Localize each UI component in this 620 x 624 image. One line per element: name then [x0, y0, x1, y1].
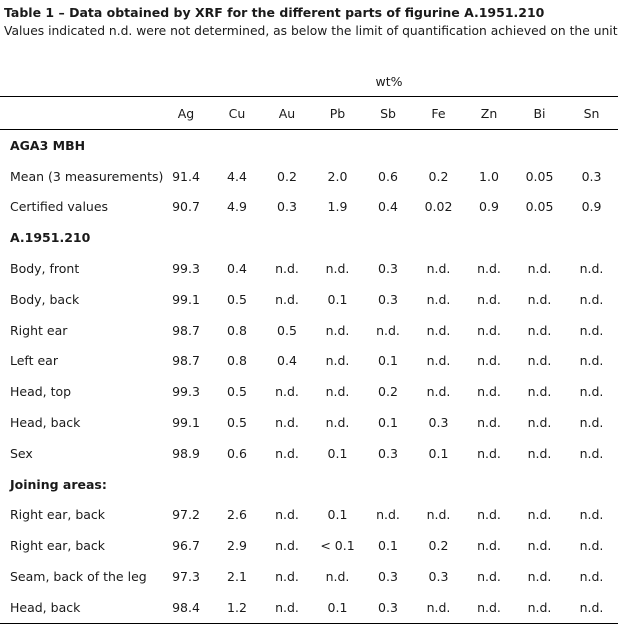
cell-value: n.d.: [527, 353, 552, 369]
table-row: [0, 315, 618, 346]
cell-value: 0.02: [424, 199, 453, 215]
cell-value: n.d.: [527, 445, 552, 461]
cell-value: n.d.: [565, 592, 618, 623]
cell-value: 90.7: [172, 199, 200, 215]
cell-value: 0.1: [378, 538, 398, 554]
cell-value: n.d.: [325, 415, 350, 431]
row-label: Head, back: [10, 415, 81, 431]
cell-value: 0.6: [378, 168, 398, 184]
cell-value: 0.6: [227, 445, 247, 461]
cell-value: 98.7: [172, 353, 200, 369]
cell-value: n.d.: [579, 261, 604, 277]
cell-value: n.d.: [477, 415, 501, 431]
cell-value: n.d.: [527, 538, 552, 554]
cell-value: 1.0: [479, 168, 499, 184]
cell-value: 99.3: [172, 261, 200, 277]
cell-value: 0.5: [277, 322, 297, 338]
table-row: [0, 161, 618, 192]
cell-value: 99.1: [172, 291, 200, 307]
cell-value: 98.4: [160, 592, 212, 623]
table-row: [0, 592, 618, 623]
cell-value: n.d.: [477, 507, 501, 523]
cell-value: 2.1: [227, 569, 247, 585]
cell-value: 0.3: [277, 199, 297, 215]
cell-value: 0.1: [378, 415, 398, 431]
xrf-data-table: [0, 66, 618, 624]
row-label: Seam, back of the leg: [10, 569, 147, 585]
row-label: Sex: [10, 445, 33, 461]
cell-value: n.d.: [527, 507, 552, 523]
cell-value: n.d.: [426, 507, 451, 523]
table-title: Table 1 – Data obtained by XRF for the different parts of figurine A.1951.210: [4, 5, 545, 20]
row-label: Right ear, back: [10, 538, 106, 554]
table-row: [0, 346, 618, 377]
cell-value: n.d.: [579, 445, 604, 461]
section-heading: AGA3 MBH: [10, 137, 86, 153]
cell-value: n.d.: [579, 538, 604, 554]
column-header: Au: [262, 97, 312, 130]
cell-value: n.d.: [376, 507, 400, 523]
column-header-spacer: [0, 97, 160, 130]
table-row: [0, 192, 618, 223]
cell-value: n.d.: [579, 569, 604, 585]
cell-value: 0.1: [327, 291, 348, 307]
cell-value: n.d.: [579, 415, 604, 431]
section-heading: Joining areas:: [10, 476, 107, 492]
row-label: Right ear: [10, 322, 68, 338]
cell-value: n.d.: [325, 322, 350, 338]
row-label: Mean (3 measurements): [10, 168, 164, 184]
column-header: Pb: [312, 97, 363, 130]
cell-value: 2.6: [227, 507, 247, 523]
cell-value: 0.3: [363, 592, 413, 623]
section-heading-row: [0, 469, 618, 500]
cell-value: n.d.: [527, 569, 552, 585]
cell-value: 97.2: [172, 507, 200, 523]
cell-value: 0.4: [227, 261, 247, 277]
cell-value: n.d.: [477, 445, 501, 461]
cell-value: 0.3: [378, 291, 398, 307]
cell-value: 0.3: [428, 415, 449, 431]
table-row: [0, 407, 618, 438]
cell-value: 0.8: [227, 322, 247, 338]
table-caption: [4, 4, 618, 40]
cell-value: n.d.: [464, 592, 514, 623]
section-heading-row: [0, 130, 618, 161]
cell-value: 1.2: [212, 592, 262, 623]
cell-value: n.d.: [477, 291, 501, 307]
cell-value: n.d.: [477, 569, 501, 585]
row-label: Certified values: [10, 199, 109, 215]
table-row: [0, 284, 618, 315]
cell-value: n.d.: [413, 592, 464, 623]
cell-value: n.d.: [376, 322, 400, 338]
cell-value: 99.3: [172, 384, 200, 400]
cell-value: 0.1: [428, 445, 449, 461]
cell-value: n.d.: [527, 291, 552, 307]
cell-value: 0.05: [525, 199, 554, 215]
cell-value: n.d.: [477, 538, 501, 554]
unit-header-cell: wt%: [160, 66, 618, 97]
unit-header-row: [0, 66, 618, 97]
cell-value: 98.9: [172, 445, 200, 461]
cell-value: n.d.: [579, 322, 604, 338]
cell-value: n.d.: [527, 261, 552, 277]
cell-value: n.d.: [325, 261, 350, 277]
cell-value: 96.7: [172, 538, 200, 554]
column-header: Bi: [514, 97, 565, 130]
cell-value: 0.4: [277, 353, 297, 369]
cell-value: n.d.: [275, 384, 299, 400]
cell-value: 0.5: [227, 415, 247, 431]
row-label: Body, back: [10, 291, 80, 307]
cell-value: 0.2: [277, 168, 297, 184]
cell-value: 0.05: [525, 168, 554, 184]
column-header: Zn: [464, 97, 514, 130]
cell-value: 0.9: [581, 199, 602, 215]
cell-value: n.d.: [426, 384, 451, 400]
cell-value: 4.4: [227, 168, 247, 184]
cell-value: n.d.: [325, 353, 350, 369]
cell-value: n.d.: [426, 291, 451, 307]
cell-value: 0.3: [378, 261, 398, 277]
cell-value: n.d.: [325, 569, 350, 585]
cell-value: 0.5: [227, 291, 247, 307]
cell-value: n.d.: [477, 322, 501, 338]
cell-value: n.d.: [426, 261, 451, 277]
column-header: Cu: [212, 97, 262, 130]
cell-value: < 0.1: [320, 538, 355, 554]
cell-value: 0.8: [227, 353, 247, 369]
table-body: [0, 66, 618, 623]
cell-value: n.d.: [325, 384, 350, 400]
cell-value: n.d.: [579, 507, 604, 523]
cell-value: 0.3: [378, 445, 398, 461]
cell-value: 0.5: [227, 384, 247, 400]
cell-value: n.d.: [426, 353, 451, 369]
row-label: Right ear, back: [10, 507, 106, 523]
row-label: Left ear: [10, 353, 58, 369]
cell-value: n.d.: [275, 415, 299, 431]
row-label: Head, top: [10, 384, 72, 400]
cell-value: 2.9: [227, 538, 247, 554]
column-header: Sn: [565, 97, 618, 130]
cell-value: 1.9: [327, 199, 348, 215]
cell-value: n.d.: [477, 384, 501, 400]
cell-value: 0.1: [327, 507, 348, 523]
column-header: Sb: [363, 97, 413, 130]
section-heading: A.1951.210: [10, 230, 91, 246]
cell-value: n.d.: [262, 592, 312, 623]
cell-value: n.d.: [426, 322, 451, 338]
cell-value: 2.0: [327, 168, 348, 184]
row-label: Head, back: [0, 592, 160, 623]
table-row: [0, 376, 618, 407]
cell-value: n.d.: [275, 538, 299, 554]
column-header: Fe: [413, 97, 464, 130]
cell-value: n.d.: [477, 261, 501, 277]
table-subtitle: Values indicated n.d. were not determined, as below the limit of quantification achieved on the unit: [4, 24, 618, 38]
cell-value: 99.1: [172, 415, 200, 431]
cell-value: 98.7: [172, 322, 200, 338]
table-row: [0, 253, 618, 284]
cell-value: n.d.: [579, 384, 604, 400]
cell-value: 0.2: [428, 168, 449, 184]
unit-header-spacer: [0, 66, 160, 97]
table-row: [0, 561, 618, 592]
cell-value: 97.3: [172, 569, 200, 585]
cell-value: n.d.: [527, 384, 552, 400]
cell-value: 91.4: [172, 168, 200, 184]
column-header-row: [0, 97, 618, 130]
cell-value: 0.4: [378, 199, 398, 215]
cell-value: 0.3: [378, 569, 398, 585]
cell-value: n.d.: [275, 507, 299, 523]
cell-value: 0.1: [327, 445, 348, 461]
cell-value: n.d.: [275, 261, 299, 277]
cell-value: 0.2: [378, 384, 398, 400]
table-row: [0, 530, 618, 561]
cell-value: 0.9: [479, 199, 499, 215]
table-row: [0, 438, 618, 469]
cell-value: n.d.: [477, 353, 501, 369]
cell-value: 0.3: [581, 168, 602, 184]
row-label: Body, front: [10, 261, 80, 277]
cell-value: n.d.: [527, 415, 552, 431]
cell-value: n.d.: [275, 291, 299, 307]
section-heading-row: [0, 222, 618, 253]
table-row: [0, 500, 618, 531]
cell-value: 0.1: [378, 353, 398, 369]
column-header: Ag: [160, 97, 212, 130]
cell-value: n.d.: [275, 445, 299, 461]
cell-value: n.d.: [527, 322, 552, 338]
cell-value: n.d.: [579, 291, 604, 307]
cell-value: n.d.: [514, 592, 565, 623]
cell-value: 0.1: [312, 592, 363, 623]
cell-value: 0.2: [428, 538, 449, 554]
cell-value: 0.3: [428, 569, 449, 585]
cell-value: n.d.: [579, 353, 604, 369]
cell-value: n.d.: [275, 569, 299, 585]
cell-value: 4.9: [227, 199, 247, 215]
